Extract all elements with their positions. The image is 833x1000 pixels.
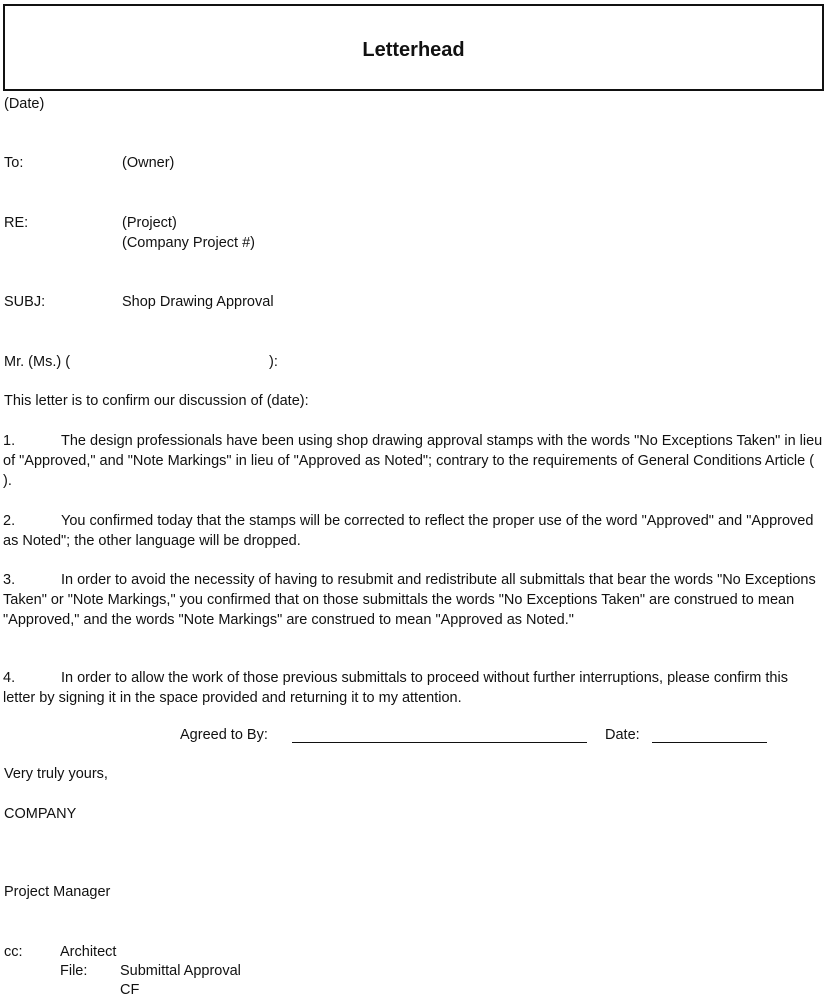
signer-title: Project Manager [4, 884, 111, 900]
date-label: Date: [605, 727, 640, 743]
agreed-label: Agreed to By: [180, 727, 268, 743]
re-label: RE: [4, 215, 29, 231]
item-number: 4. [3, 670, 16, 686]
item-text: The design professionals have been using shop drawing approval stamps with the words "No Exceptions Taken" in lieu of "Approved," and "Note Markings" in lieu of "Approved as Noted"; contrary to the requirements of General Conditions Article ( ). [3, 433, 823, 489]
date-placeholder: (Date) [4, 96, 45, 112]
list-item [3, 511, 823, 551]
item-number: 3. [3, 572, 16, 588]
item-number: 2. [3, 513, 16, 529]
re-project: (Project) [122, 215, 177, 231]
intro-text: This letter is to confirm our discussion of (date): [4, 393, 309, 409]
closing-text: Very truly yours, [4, 766, 108, 782]
file-label: File: [60, 963, 88, 979]
item-number: 1. [3, 433, 16, 449]
cc-label: cc: [4, 944, 23, 960]
to-value: (Owner) [122, 155, 175, 171]
agreed-date-line[interactable] [652, 742, 767, 743]
letterhead-box [3, 4, 824, 91]
letterhead-title: Letterhead [362, 39, 465, 61]
company-name: COMPANY [4, 806, 77, 822]
item-text: In order to allow the work of those previous submittals to proceed without further interruptions, please confirm this letter by signing it in the space provided and returning it to my attention. [3, 670, 788, 706]
re-company-project: (Company Project #) [122, 235, 255, 251]
salutation-prefix: Mr. (Ms.) ( [4, 354, 71, 370]
list-item [3, 570, 823, 630]
file-value: Submittal Approval [120, 963, 241, 979]
item-text: In order to avoid the necessity of having to resubmit and redistribute all submittals that bear the words "No Exceptions Taken" or "Note Markings," you confirmed that on those submittals the words "No Exceptions Taken" are construed to mean "Approved," and the words "Note Markings" are construed to mean "Approved as Noted." [3, 572, 816, 628]
cc-extra: CF [120, 982, 140, 998]
salutation-suffix: ): [269, 354, 278, 370]
cc-recipient: Architect [60, 944, 117, 960]
agreed-signature-line[interactable] [292, 742, 587, 743]
list-item [3, 431, 823, 491]
item-text: You confirmed today that the stamps will be corrected to reflect the proper use of the word "Approved" and "Approved as Noted"; the other language will be dropped. [3, 513, 814, 549]
list-item [3, 668, 823, 708]
to-label: To: [4, 155, 24, 171]
subj-value: Shop Drawing Approval [122, 294, 274, 310]
subj-label: SUBJ: [4, 294, 46, 310]
